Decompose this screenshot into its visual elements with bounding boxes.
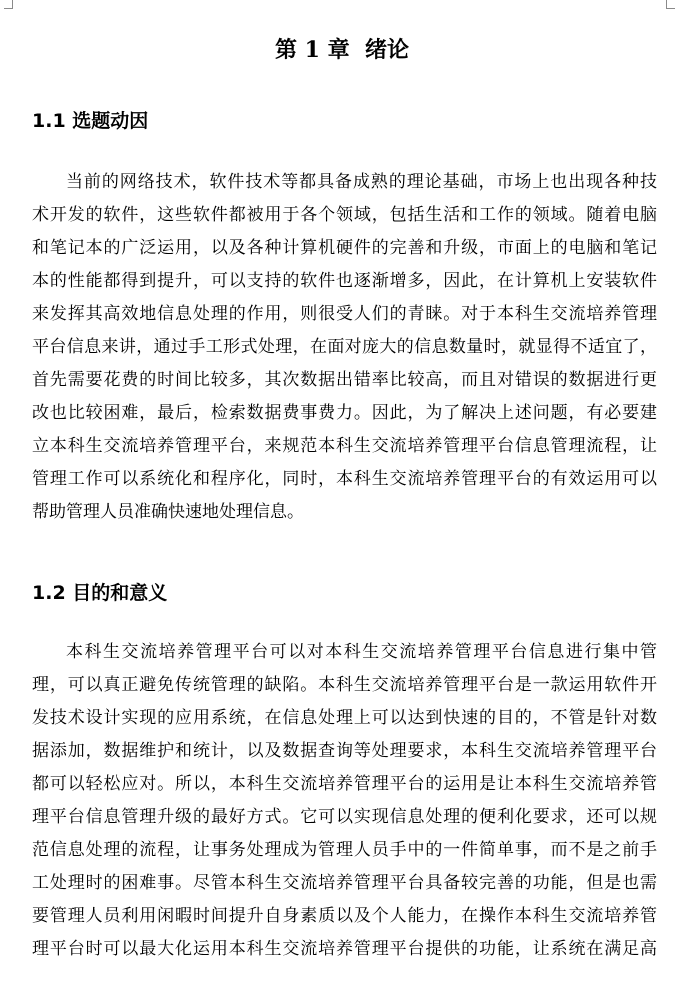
- paragraph-line: 本的性能都得到提升，可以支持的软件也逐渐增多，因此，在计算机上安装软件: [32, 271, 657, 291]
- paragraph-line: 都可以轻松应对。所以，本科生交流培养管理平台的运用是让本科生交流培养管: [32, 774, 657, 794]
- paragraph-line: 理，可以真正避免传统管理的缺陷。本科生交流培养管理平台是一款运用软件开: [32, 675, 657, 695]
- section-1-1-paragraph: [32, 166, 657, 529]
- section-1-2-paragraph: [32, 636, 657, 966]
- paragraph-line: 范信息处理的流程，让事务处理成为管理人员手中的一件简单事，而不是之前手: [32, 840, 657, 860]
- paragraph-line: 发技术设计实现的应用系统，在信息处理上可以达到快速的目的，不管是针对数: [32, 708, 657, 728]
- paragraph-line: 和笔记本的广泛运用，以及各种计算机硬件的完善和升级，市面上的电脑和笔记: [32, 238, 657, 258]
- section-heading-1-2: 1.2 目的和意义: [32, 582, 168, 604]
- paragraph-line: 工处理时的困难事。尽管本科生交流培养管理平台具备较完善的功能，但是也需: [32, 873, 657, 893]
- paragraph-line: 当前的网络技术，软件技术等都具备成熟的理论基础，市场上也出现各种技: [66, 172, 657, 192]
- paragraph-line: 理平台时可以最大化运用本科生交流培养管理平台提供的功能，让系统在满足高: [32, 939, 657, 959]
- paragraph-line: 帮助管理人员准确快速地处理信息。: [32, 502, 304, 522]
- paragraph-line: 来发挥其高效地信息处理的作用，则很受人们的青睐。对于本科生交流培养管理: [32, 304, 657, 324]
- paragraph-line: 要管理人员利用闲暇时间提升自身素质以及个人能力，在操作本科生交流培养管: [32, 906, 657, 926]
- paragraph-line: 理平台信息管理升级的最好方式。它可以实现信息处理的便利化要求，还可以规: [32, 807, 657, 827]
- paragraph-line: 首先需要花费的时间比较多，其次数据出错率比较高，而且对错误的数据进行更: [32, 370, 657, 390]
- chapter-title: 第 1 章 绪论: [275, 37, 409, 63]
- section-heading-1-1: 1.1 选题动因: [32, 110, 149, 132]
- paragraph-line: 立本科生交流培养管理平台，来规范本科生交流培养管理平台信息管理流程，让: [32, 436, 657, 456]
- paragraph-line: 改也比较困难，最后，检索数据费事费力。因此，为了解决上述问题，有必要建: [32, 403, 657, 423]
- paragraph-line: 管理工作可以系统化和程序化，同时，本科生交流培养管理平台的有效运用可以: [32, 469, 657, 489]
- top-left-margin-mark: [4, 0, 13, 9]
- paragraph-line: 术开发的软件，这些软件都被用于各个领域，包括生活和工作的领域。随着电脑: [32, 205, 657, 225]
- paragraph-line: 本科生交流培养管理平台可以对本科生交流培养管理平台信息进行集中管: [66, 642, 657, 662]
- top-right-margin-mark: [666, 0, 675, 9]
- paragraph-line: 平台信息来讲，通过手工形式处理，在面对庞大的信息数量时，就显得不适宜了，: [32, 337, 657, 357]
- paragraph-line: 据添加，数据维护和统计，以及数据查询等处理要求，本科生交流培养管理平台: [32, 741, 657, 761]
